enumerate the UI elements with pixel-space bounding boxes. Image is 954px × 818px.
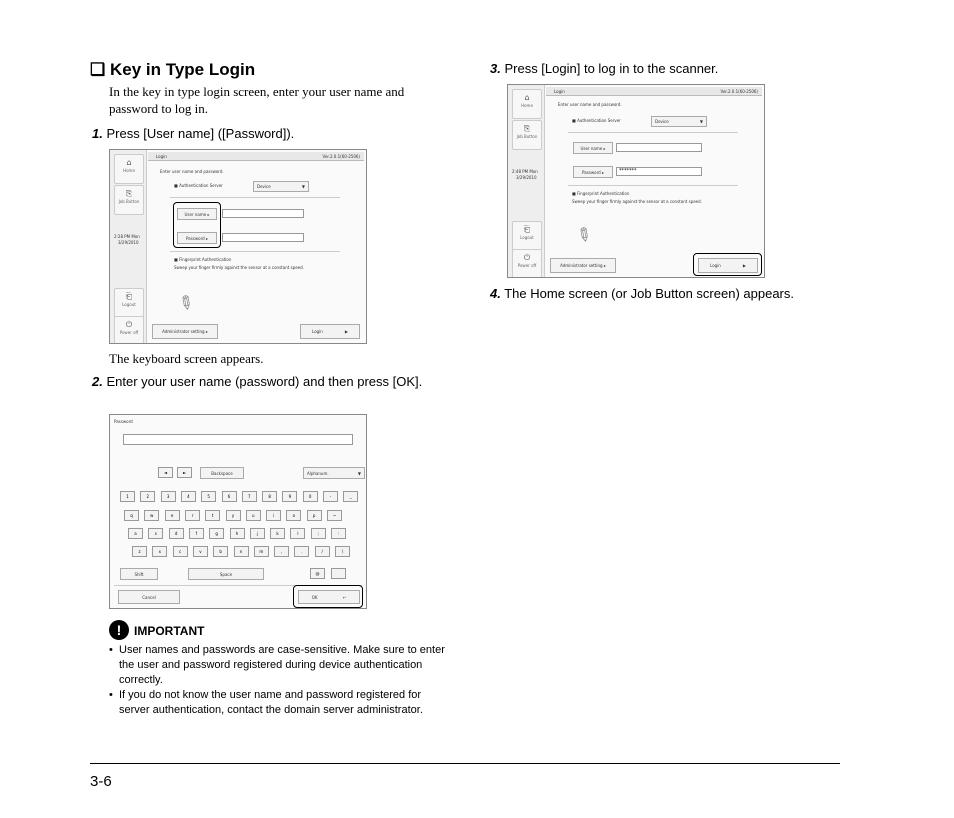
step-1: 1. Press [User name] ([Password]). <box>92 126 295 141</box>
space-key[interactable]: Space <box>188 568 264 580</box>
key-row2-1[interactable]: w <box>144 510 159 521</box>
key-row4-0[interactable]: z <box>132 546 147 557</box>
home-button[interactable]: ⌂ Home <box>114 154 144 184</box>
login-screenshot-1: ⌂ Home ⎘ Job Button 2:28 PM Mon 3/29/2010 ⎗ Logout ⏻ Power off Login Ver.2.0.1(60-2506) Enter user name and password. ■ Authentication Server Device ▼ User name ▸ Password ▸ ■ Fingerprint Authentication Sweep your finger firmly against the sensor at a constant speed. ✎ Administrator setting ▸ Login ▶ <box>109 149 367 344</box>
power-off-button[interactable]: ⏻ Power off <box>512 249 542 278</box>
key-row3-0[interactable]: a <box>128 528 143 539</box>
footer-rule <box>90 763 840 764</box>
important-label: IMPORTANT <box>134 624 205 638</box>
key-row3-8[interactable]: l <box>290 528 305 539</box>
blank-key[interactable] <box>331 568 346 579</box>
key-row4-1[interactable]: x <box>152 546 167 557</box>
key-row2-4[interactable]: t <box>205 510 220 521</box>
step-2: 2. Enter your user name (password) and then press [OK]. <box>92 374 423 389</box>
home-icon: ⌂ <box>524 93 530 102</box>
key-row4-4[interactable]: b <box>213 546 228 557</box>
cursor-right-button[interactable] <box>177 467 192 478</box>
key-row3-3[interactable]: f <box>189 528 204 539</box>
backspace-button[interactable]: Backspace <box>200 467 244 479</box>
key-row3-7[interactable]: k <box>270 528 285 539</box>
job-icon: ⎘ <box>125 189 133 198</box>
key-row1-2[interactable]: 3 <box>161 491 176 502</box>
arrow-right-icon: ► <box>182 470 187 475</box>
key-row2-0[interactable]: q <box>124 510 139 521</box>
keyboard-screenshot: Password ◄ ► Backspace Alphanum. ▼ 1 2 3 4 5 6 7 8 9 0 - _ q w e r t y u i o p ~ a s d f g h j k l ; : z x c v b n m , . / \ Shift Space @ Cancel OK ↵ <box>109 414 367 609</box>
logout-button[interactable]: ⎗ Logout <box>512 221 542 251</box>
password-button[interactable]: Password ▸ <box>177 232 217 244</box>
key-row4-7[interactable]: , <box>274 546 289 557</box>
arrow-left-icon: ◄ <box>163 470 168 475</box>
title-bar: Login Ver.2.0.1(60-2506) <box>148 152 364 161</box>
logout-icon: ⎗ <box>523 225 531 234</box>
sidebar: ⌂ Home ⎘ Job Button 2:28 PM Mon 3/29/2010 ⎗ Logout ⏻ Power off <box>110 150 147 343</box>
key-row1-7[interactable]: 8 <box>262 491 277 502</box>
key-row3-10[interactable]: : <box>331 528 346 539</box>
important-icon: ! <box>109 620 129 640</box>
key-row1-0[interactable]: 1 <box>120 491 135 502</box>
list-item: • User names and passwords are case-sensitive. Make sure to enter the user and password registered during device authentication correctly. <box>109 643 447 688</box>
home-icon: ⌂ <box>126 158 132 167</box>
step-3: 3. Press [Login] to log in to the scanner. <box>490 61 719 76</box>
mode-select[interactable]: Alphanum. ▼ <box>303 467 365 479</box>
job-icon: ⎘ <box>523 124 531 133</box>
power-icon: ⏻ <box>523 253 531 262</box>
job-button[interactable]: ⎘ Job Button <box>512 120 542 150</box>
intro-text: In the key in type login screen, enter your user name and password to log in. <box>109 84 405 116</box>
key-row4-6[interactable]: m <box>254 546 269 557</box>
key-row4-9[interactable]: / <box>315 546 330 557</box>
shift-key[interactable]: Shift <box>120 568 158 580</box>
user-name-field[interactable] <box>222 209 304 218</box>
key-row2-8[interactable]: o <box>286 510 301 521</box>
highlight-box <box>693 253 762 276</box>
list-item: • If you do not know the user name and password registered for server authentication, contact the domain server administrator. <box>109 688 447 718</box>
key-row1-9[interactable]: 0 <box>303 491 318 502</box>
key-row1-3[interactable]: 4 <box>181 491 196 502</box>
checkbox-bullet-icon: ❑ <box>90 60 106 79</box>
key-row3-1[interactable]: s <box>148 528 163 539</box>
auth-server-select[interactable]: Device ▼ <box>253 181 309 192</box>
key-row4-10[interactable]: \ <box>335 546 350 557</box>
fingerprint-sensor-icon: ✎ <box>571 222 596 249</box>
at-key[interactable]: @ <box>310 568 325 579</box>
dropdown-arrow-icon: ▼ <box>301 184 305 189</box>
key-row3-2[interactable]: d <box>169 528 184 539</box>
key-row1-6[interactable]: 7 <box>242 491 257 502</box>
key-row1-4[interactable]: 5 <box>201 491 216 502</box>
administrator-setting-button[interactable]: Administrator setting ▸ <box>152 324 218 339</box>
power-off-button[interactable]: ⏻ Power off <box>114 316 144 344</box>
login-button[interactable]: Login ▶ <box>698 258 758 273</box>
key-row2-10[interactable]: ~ <box>327 510 342 521</box>
key-row4-2[interactable]: c <box>173 546 188 557</box>
key-row4-5[interactable]: n <box>234 546 249 557</box>
power-icon: ⏻ <box>125 320 133 329</box>
highlight-box <box>293 585 363 608</box>
key-row4-3[interactable]: v <box>193 546 208 557</box>
dropdown-arrow-icon: ▼ <box>357 470 361 476</box>
key-row2-2[interactable]: e <box>165 510 180 521</box>
sidebar: ⌂ Home ⎘ Job Button 2:48 PM Mon 3/29/2010 ⎗ Logout ⏻ Power off <box>508 85 545 277</box>
administrator-setting-button[interactable]: Administrator setting ▸ <box>550 258 616 273</box>
section-title: Key in Type Login <box>109 60 256 79</box>
section-heading <box>90 60 255 80</box>
cancel-button[interactable]: Cancel <box>118 590 180 604</box>
title-bar: Login Ver.2.0.1(60-2506) <box>546 87 762 96</box>
job-button[interactable]: ⎘ Job Button <box>114 185 144 215</box>
ok-button[interactable]: OK ↵ <box>298 590 360 604</box>
key-row3-9[interactable]: ; <box>311 528 326 539</box>
password-button[interactable]: Password ▸ <box>573 166 613 178</box>
password-field[interactable]: ******* <box>616 167 702 176</box>
key-row2-3[interactable]: r <box>185 510 200 521</box>
key-row1-8[interactable]: 9 <box>282 491 297 502</box>
home-button[interactable]: ⌂ Home <box>512 89 542 119</box>
cursor-left-button[interactable] <box>158 467 173 478</box>
page-number: 3-6 <box>90 773 112 790</box>
key-row1-11[interactable]: _ <box>343 491 358 502</box>
key-row1-1[interactable]: 2 <box>140 491 155 502</box>
keyboard-appears-text: The keyboard screen appears. <box>109 351 264 366</box>
key-row1-5[interactable]: 6 <box>222 491 237 502</box>
key-row1-10[interactable]: - <box>323 491 338 502</box>
key-row3-6[interactable]: j <box>250 528 265 539</box>
login-button[interactable]: Login ▶ <box>300 324 360 339</box>
key-row3-5[interactable]: h <box>230 528 245 539</box>
enter-icon: ↵ <box>342 594 347 600</box>
logout-button[interactable]: ⎗ Logout <box>114 288 144 318</box>
key-row2-7[interactable]: i <box>266 510 281 521</box>
key-row2-5[interactable]: y <box>226 510 241 521</box>
login-screenshot-2: ⌂ Home ⎘ Job Button 2:48 PM Mon 3/29/2010 ⎗ Logout ⏻ Power off Login Ver.2.0.1(60-2506) Enter user name and password. ■ Authentication Server Device ▼ User name ▸ Password ▸ ******* ■ Fingerprint Authentication Sweep your finger firmly against the sensor at a constant speed. ✎ Administrator setting ▸ Login ▶ <box>507 84 765 278</box>
key-row4-8[interactable]: . <box>294 546 309 557</box>
key-row3-4[interactable]: g <box>209 528 224 539</box>
user-name-button[interactable]: User name ▸ <box>177 208 217 220</box>
important-list <box>109 643 447 718</box>
user-name-field[interactable] <box>616 143 702 152</box>
step-4: 4. The Home screen (or Job Button screen) appears. <box>490 286 794 301</box>
dropdown-arrow-icon: ▼ <box>699 119 703 124</box>
highlight-box <box>173 202 221 248</box>
key-row2-9[interactable]: p <box>307 510 322 521</box>
password-field[interactable] <box>222 233 304 242</box>
fingerprint-sensor-icon: ✎ <box>173 290 198 317</box>
user-name-button[interactable]: User name ▸ <box>573 142 613 154</box>
key-row2-6[interactable]: u <box>246 510 261 521</box>
auth-server-select[interactable]: Device ▼ <box>651 116 707 127</box>
logout-icon: ⎗ <box>125 292 133 301</box>
password-entry-field[interactable] <box>123 434 353 445</box>
